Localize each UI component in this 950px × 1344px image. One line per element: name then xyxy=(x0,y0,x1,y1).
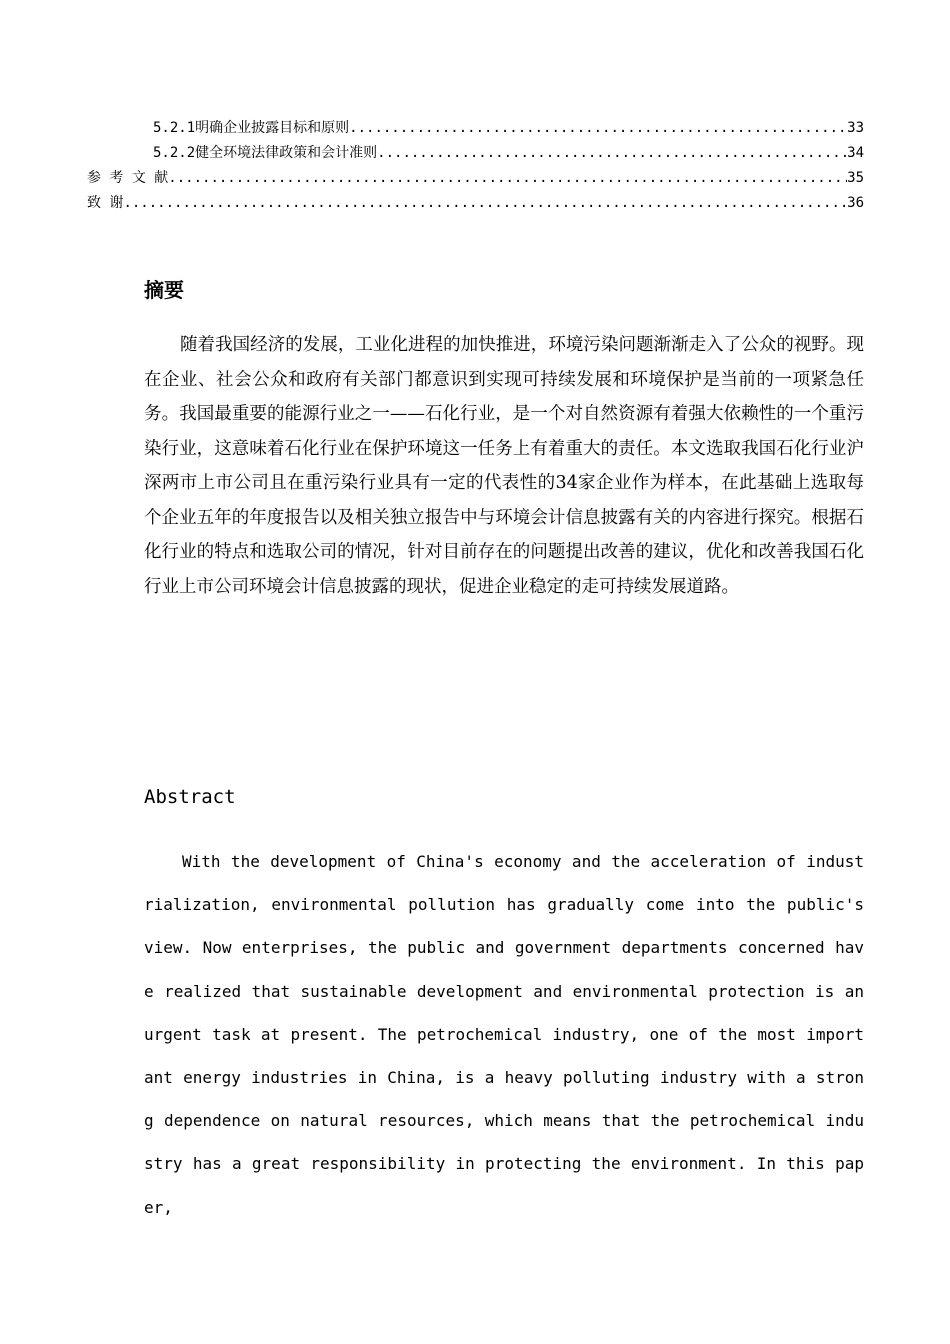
abstract-en-body: With the development of China's economy and the acceleration of industrialization, environmental pollution has gradually come into the public's view. Now enterprises, the public and government departments concerned have realized that sustainable development and environmental protection is an urgent task at present. The petrochemical industry, one of the most important energy industries in China, is a heavy polluting industry with a strong dependence on natural resources, which means that the petrochemical industry has a great responsibility in protecting the environment. In this paper, xyxy=(144,852,864,1217)
abstract-en-heading: Abstract xyxy=(144,786,236,808)
toc-leader-dots xyxy=(349,118,847,138)
toc-entry[interactable] xyxy=(153,143,864,163)
abstract-cn-body: 随着我国经济的发展，工业化进程的加快推进，环境污染问题渐渐走入了公众的视野。现在企业、社会公众和政府有关部门都意识到实现可持续发展和环境保护是当前的一项紧急任务。我国最重要的能源行业之一——石化行业，是一个对自然资源有着强大依赖性的一个重污染行业，这意味着石化行业在保护环境这一任务上有着重大的责任。本文选取我国石化行业沪深两市上市公司且在重污染行业具有一定的代表性的34家企业作为样本，在此基础上选取每个企业五年的年度报告以及相关独立报告中与环境会计信息披露有关的内容进行探究。根据石化行业的特点和选取公司的情况，针对目前存在的问题提出改善的建议，优化和改善我国石化行业上市公司环境会计信息披露的现状，促进企业稳定的走可持续发展道路。 xyxy=(144,335,864,597)
toc-leader-dots xyxy=(168,168,847,188)
toc-entry-label: 致 谢 xyxy=(87,195,124,211)
toc-entry[interactable] xyxy=(87,168,864,188)
toc-entry-label: 5.2.2健全环境法律政策和会计准则 xyxy=(153,145,378,161)
toc-entry-page: 35 xyxy=(847,170,864,186)
toc-entry[interactable] xyxy=(153,118,864,138)
toc-entry-label: 5.2.1明确企业披露目标和原则 xyxy=(153,120,350,136)
toc-entry[interactable] xyxy=(87,193,864,213)
toc-leader-dots xyxy=(123,193,847,213)
abstract-cn-heading: 摘要 xyxy=(144,278,184,302)
toc-entry-page: 34 xyxy=(847,145,864,161)
toc-entry-page: 33 xyxy=(847,120,864,136)
toc-entry-page: 36 xyxy=(847,195,864,211)
toc-leader-dots xyxy=(377,143,847,163)
toc-entry-label: 参 考 文 献 xyxy=(87,170,169,186)
